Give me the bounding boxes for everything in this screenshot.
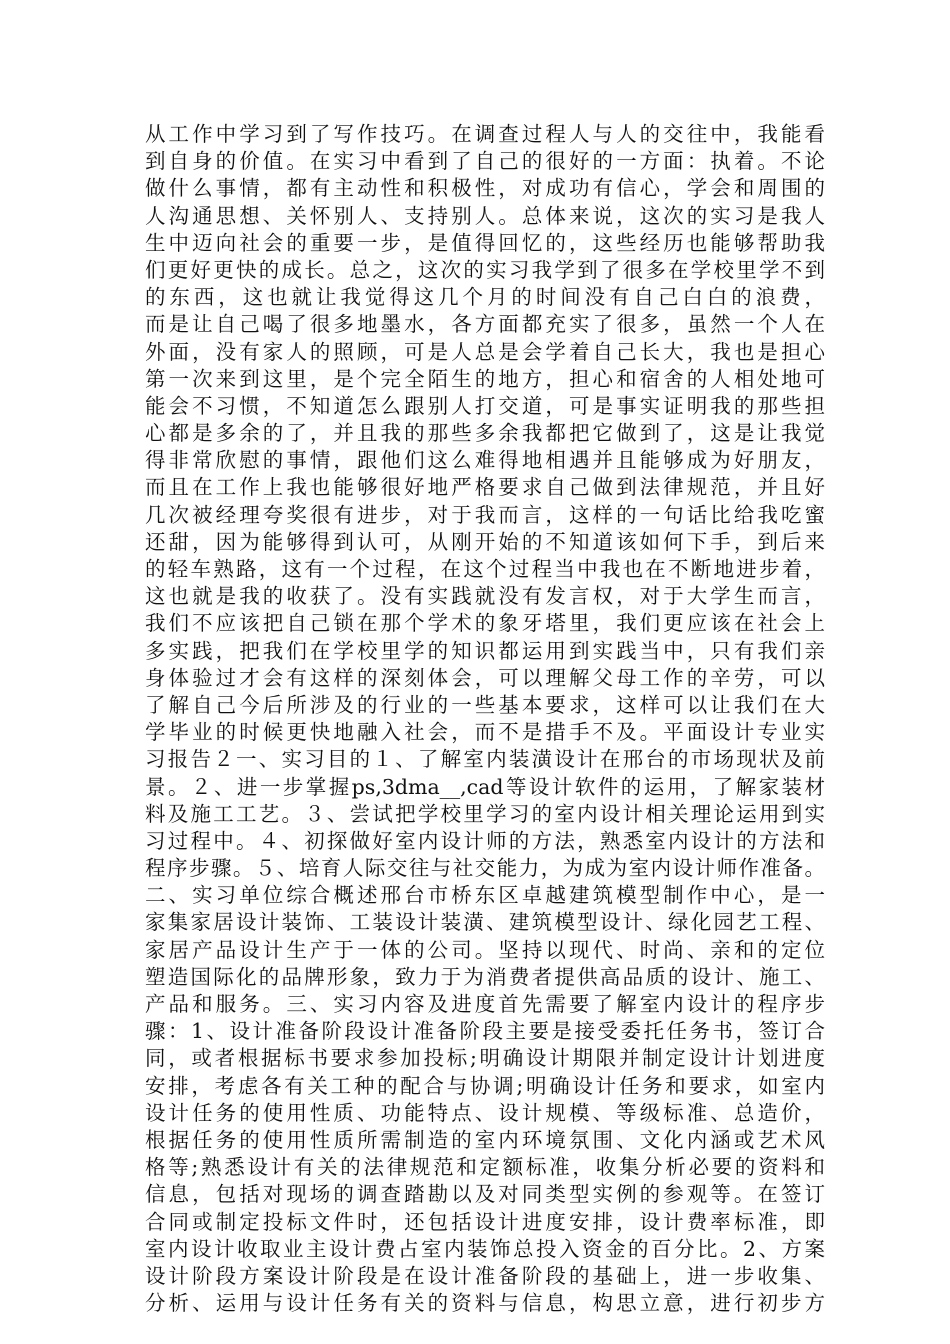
text-line: 家居产品设计生产于一体的公司。坚持以现代、时尚、亲和的定位	[145, 937, 825, 962]
text-line: 还甜，因为能够得到认可，从刚开始的不知道该如何下手，到后来	[145, 529, 825, 554]
text-line: 能会不习惯，不知道怎么跟别人打交道，可是事实证明我的那些担	[145, 393, 825, 418]
text-line: 身体验过才会有这样的深刻体会，可以理解父母工作的辛劳，可以	[145, 665, 825, 690]
text-line: 二、实习单位综合概述邢台市桥东区卓越建筑模型制作中心，是一	[145, 883, 825, 908]
text-line: 从工作中学习到了写作技巧。在调查过程人与人的交往中，我能看	[145, 122, 825, 146]
text-line: 我们不应该把自己锁在那个学术的象牙塔里，我们更应该在社会上	[145, 611, 825, 636]
text-line: 而是让自己喝了很多地墨水，各方面都充实了很多，虽然一个人在	[145, 312, 825, 337]
text-line: 了解自己今后所涉及的行业的一些基本要求，这样可以让我们在大	[145, 692, 825, 717]
text-line: 第一次来到这里，是个完全陌生的地方，担心和宿舍的人相处地可	[145, 366, 825, 391]
text-line: 景。２、进一步掌握ps,3dma__,cad等设计软件的运用，了解家装材	[145, 774, 825, 799]
text-line: 的东西，这也就让我觉得这几个月的时间没有自己白白的浪费，	[145, 285, 825, 310]
text-line: 塑造国际化的品牌形象，致力于为消费者提供高品质的设计、施工、	[145, 964, 825, 989]
text-line: 料及施工工艺。３、尝试把学校里学习的室内设计相关理论运用到实	[145, 801, 825, 826]
text-line: 安排，考虑各有关工种的配合与协调;明确设计任务和要求，如室内	[145, 1073, 825, 1098]
body-text	[145, 121, 825, 1317]
text-line: 得非常欣慰的事情，跟他们这么难得地相遇并且能够成为好朋友，	[145, 448, 825, 473]
text-line: 根据任务的使用性质所需制造的室内环境氛围、文化内涵或艺术风	[145, 1127, 825, 1152]
text-line: 骤：1、设计准备阶段设计准备阶段主要是接受委托任务书，签订合	[145, 1019, 825, 1044]
text-line: 同，或者根据标书要求参加投标;明确设计期限并制定设计计划进度	[145, 1046, 825, 1071]
text-line: 人沟通思想、关怀别人、支持别人。总体来说，这次的实习是我人	[145, 203, 825, 228]
text-line: 格等;熟悉设计有关的法律规范和定额标准，收集分析必要的资料和	[145, 1155, 825, 1180]
text-line: 分析、运用与设计任务有关的资料与信息，构思立意，进行初步方	[145, 1291, 825, 1316]
text-line: 家集家居设计装饰、工装设计装潢、建筑模型设计、绿化园艺工程、	[145, 910, 825, 935]
text-line: 程序步骤。５、培育人际交往与社交能力，为成为室内设计师作准备。	[145, 856, 825, 881]
text-line: 学毕业的时候更快地融入社会，而不是措手不及。平面设计专业实	[145, 720, 825, 745]
text-line: 这也就是我的收获了。没有实践就没有发言权，对于大学生而言，	[145, 584, 825, 609]
text-line: 信息，包括对现场的调查踏勘以及对同类型实例的参观等。在签订	[145, 1182, 825, 1207]
text-line: 们更好更快的成长。总之，这次的实习我学到了很多在学校里学不到	[145, 257, 825, 282]
text-line: 心都是多余的了，并且我的那些多余我都把它做到了，这是让我觉	[145, 421, 825, 446]
text-line: 室内设计收取业主设计费占室内装饰总投入资金的百分比。2、方案	[145, 1236, 825, 1261]
text-line: 到自身的价值。在实习中看到了自己的很好的一方面：执着。不论	[145, 149, 825, 174]
text-line: 产品和服务。三、实习内容及进度首先需要了解室内设计的程序步	[145, 992, 825, 1016]
text-line: 习过程中。４、初探做好室内设计师的方法，熟悉室内设计的方法和	[145, 828, 825, 853]
text-line: 的轻车熟路，这有一个过程，在这个过程当中我也在不断地进步着，	[145, 557, 825, 581]
text-line: 设计任务的使用性质、功能特点、设计规模、等级标准、总造价，	[145, 1100, 825, 1125]
text-line: 生中迈向社会的重要一步，是值得回忆的，这些经历也能够帮助我	[145, 230, 825, 255]
text-line: 设计阶段方案设计阶段是在设计准备阶段的基础上，进一步收集、	[145, 1263, 825, 1288]
text-line: 外面，没有家人的照顾，可是人总是会学着自己长大，我也是担心	[145, 339, 825, 364]
text-line: 合同或制定投标文件时，还包括设计进度安排，设计费率标准，即	[145, 1209, 825, 1234]
text-line: 做什么事情，都有主动性和积极性，对成功有信心，学会和周围的	[145, 176, 825, 201]
text-line: 几次被经理夸奖很有进步，对于我而言，这样的一句话比给我吃蜜	[145, 502, 825, 527]
text-line: 习报告２一、实习目的１、了解室内装潢设计在邢台的市场现状及前	[145, 747, 825, 772]
text-line: 而且在工作上我也能够很好地严格要求自己做到法律规范，并且好	[145, 475, 825, 500]
text-line: 多实践，把我们在学校里学的知识都运用到实践当中，只有我们亲	[145, 638, 825, 663]
